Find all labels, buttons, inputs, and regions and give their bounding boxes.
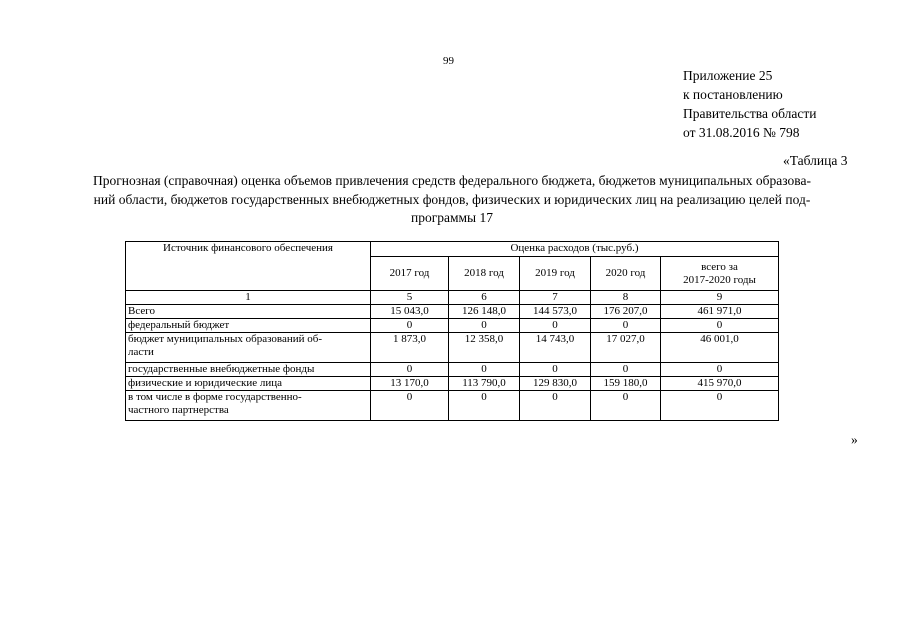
value-cell: 0 [591,391,661,421]
value-cell: 415 970,0 [661,377,779,391]
value-cell: 461 971,0 [661,305,779,319]
title-line: Прогнозная (справочная) оценка объемов привлечения средств федерального бюджета, бюджетов муниципальных образова- [93,173,811,188]
appendix-line: Приложение 25 [683,68,773,83]
column-number: 8 [591,291,661,305]
column-number: 1 [126,291,371,305]
value-cell: 0 [371,319,449,333]
table-row [126,363,779,377]
column-number: 5 [371,291,449,305]
source-cell: физические и юридические лица [126,377,371,391]
title-line: программы 17 [410,210,494,225]
column-number-row [126,291,779,305]
table-row [126,391,779,421]
appendix-line: Правительства области [683,106,817,121]
year-header: 2020 год [591,257,661,291]
value-cell: 0 [520,363,591,377]
title-line: ний области, бюджетов государственных внебюджетных фондов, физических и юридических лиц на реализацию целей под- [93,191,811,207]
year-header: 2017 год [371,257,449,291]
closing-quote: » [851,432,858,447]
source-cell-line: частного партнерства [128,403,229,416]
total-header-line: всего за [701,261,738,273]
source-cell: Всего [126,305,371,319]
table-header-row [126,242,779,257]
estimate-header: Оценка расходов (тыс.руб.) [371,242,779,257]
value-cell: 0 [520,391,591,421]
value-cell: 12 358,0 [449,333,520,363]
value-cell: 176 207,0 [591,305,661,319]
table-row [126,305,779,319]
value-cell: 0 [371,391,449,421]
value-cell: 0 [449,319,520,333]
page-number: 99 [443,55,454,67]
value-cell: 0 [520,319,591,333]
value-cell: 0 [591,319,661,333]
source-header: Источник финансового обеспечения [126,242,371,291]
year-header: 2018 год [449,257,520,291]
table-row [126,377,779,391]
source-cell: федеральный бюджет [126,319,371,333]
funding-table [125,241,779,421]
value-cell: 15 043,0 [371,305,449,319]
total-header-line: 2017-2020 годы [683,273,756,286]
value-cell: 0 [371,363,449,377]
column-number: 6 [449,291,520,305]
table-label: «Таблица 3 [783,153,848,168]
value-cell: 144 573,0 [520,305,591,319]
value-cell: 17 027,0 [591,333,661,363]
value-cell: 0 [449,391,520,421]
appendix-line: к постановлению [683,87,783,102]
value-cell: 14 743,0 [520,333,591,363]
table-row [126,319,779,333]
column-number: 7 [520,291,591,305]
source-cell-line: ласти [128,345,154,358]
value-cell: 0 [591,363,661,377]
value-cell: 159 180,0 [591,377,661,391]
table-row [126,333,779,363]
source-cell-line: бюджет муниципальных образований об- [128,333,323,345]
value-cell: 129 830,0 [520,377,591,391]
source-cell [126,391,371,421]
value-cell: 1 873,0 [371,333,449,363]
column-number: 9 [661,291,779,305]
value-cell: 113 790,0 [449,377,520,391]
value-cell: 13 170,0 [371,377,449,391]
appendix-line: от 31.08.2016 № 798 [683,125,800,140]
appendix-block [683,66,816,142]
source-cell-line: в том числе в форме государственно- [128,391,302,403]
document-title [44,172,860,228]
value-cell: 126 148,0 [449,305,520,319]
value-cell: 0 [661,363,779,377]
source-cell: государственные внебюджетные фонды [126,363,371,377]
value-cell: 0 [661,391,779,421]
value-cell: 46 001,0 [661,333,779,363]
value-cell: 0 [661,319,779,333]
total-header [661,257,779,291]
source-cell [126,333,371,363]
year-header: 2019 год [520,257,591,291]
value-cell: 0 [449,363,520,377]
